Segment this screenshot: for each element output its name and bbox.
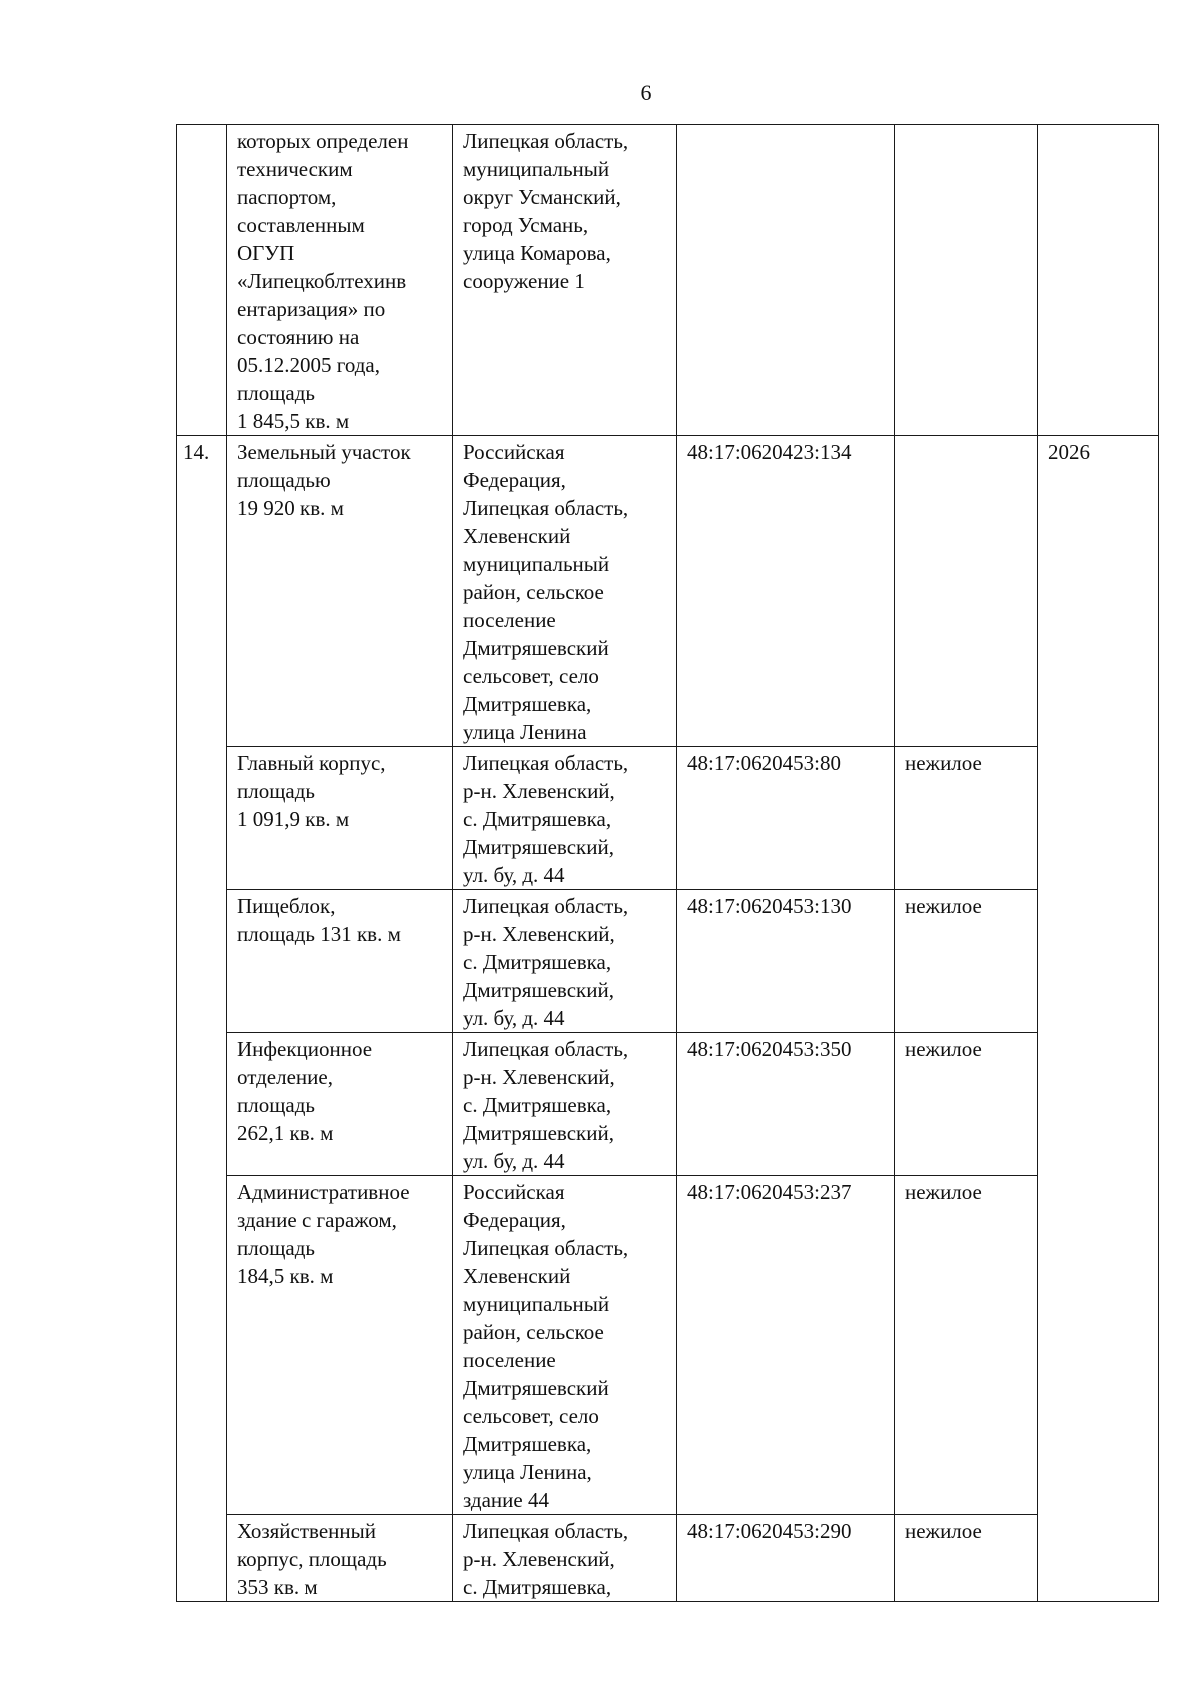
page-number: 6: [640, 80, 652, 105]
table-row: [177, 125, 1159, 436]
property-table: [176, 124, 1159, 1602]
object-purpose: нежилое: [895, 1033, 1038, 1176]
object-purpose: нежилое: [895, 1515, 1038, 1602]
cadastral-number: [677, 125, 895, 436]
object-address: Липецкая область, р-н. Хлевенский, с. Дмитряшевка, Дмитряшевский, ул. бу, д. 44: [453, 747, 677, 890]
object-purpose: [895, 436, 1038, 747]
cadastral-number: 48:17:0620453:350: [677, 1033, 895, 1176]
object-purpose: [895, 125, 1038, 436]
object-name: Административное здание с гаражом, площадь 184,5 кв. м: [227, 1176, 453, 1515]
object-address: Российская Федерация, Липецкая область, Хлевенский муниципальный район, сельское поселение Дмитряшевский сельсовет, село Дмитряшевка, улица Ленина: [453, 436, 677, 747]
table-row: [177, 890, 1159, 1033]
table-row: [177, 1033, 1159, 1176]
object-purpose: нежилое: [895, 747, 1038, 890]
object-name: Хозяйственный корпус, площадь 353 кв. м: [227, 1515, 453, 1602]
object-address: Липецкая область, р-н. Хлевенский, с. Дмитряшевка, Дмитряшевский, ул. бу, д. 44: [453, 1033, 677, 1176]
object-name: которых определен техническим паспортом, составленным ОГУП «Липецкоблтехинв ентаризация» по состоянию на 05.12.2005 года, площадь 1 845,5 кв. м: [227, 125, 453, 436]
year: 2026: [1038, 436, 1159, 1602]
table-row: [177, 1515, 1159, 1602]
table-row: [177, 747, 1159, 890]
cadastral-number: 48:17:0620453:237: [677, 1176, 895, 1515]
cadastral-number: 48:17:0620453:80: [677, 747, 895, 890]
cadastral-number: 48:17:0620453:130: [677, 890, 895, 1033]
object-name: Земельный участок площадью 19 920 кв. м: [227, 436, 453, 747]
object-name: Главный корпус, площадь 1 091,9 кв. м: [227, 747, 453, 890]
object-address: Липецкая область, муниципальный округ Усманский, город Усмань, улица Комарова, сооружение 1: [453, 125, 677, 436]
object-address: Липецкая область, р-н. Хлевенский, с. Дмитряшевка, Дмитряшевский, ул. бу, д. 44: [453, 890, 677, 1033]
object-purpose: нежилое: [895, 1176, 1038, 1515]
cadastral-number: 48:17:0620423:134: [677, 436, 895, 747]
cadastral-number: 48:17:0620453:290: [677, 1515, 895, 1602]
object-address: Липецкая область, р-н. Хлевенский, с. Дмитряшевка,: [453, 1515, 677, 1602]
year: [1038, 125, 1159, 436]
object-name: Пищеблок, площадь 131 кв. м: [227, 890, 453, 1033]
row-number: [177, 125, 227, 436]
table-row: [177, 436, 1159, 747]
object-address: Российская Федерация, Липецкая область, Хлевенский муниципальный район, сельское поселение Дмитряшевский сельсовет, село Дмитряшевка, улица Ленина, здание 44: [453, 1176, 677, 1515]
table-row: [177, 1176, 1159, 1515]
object-name: Инфекционное отделение, площадь 262,1 кв. м: [227, 1033, 453, 1176]
object-purpose: нежилое: [895, 890, 1038, 1033]
row-number: 14.: [177, 436, 227, 1602]
